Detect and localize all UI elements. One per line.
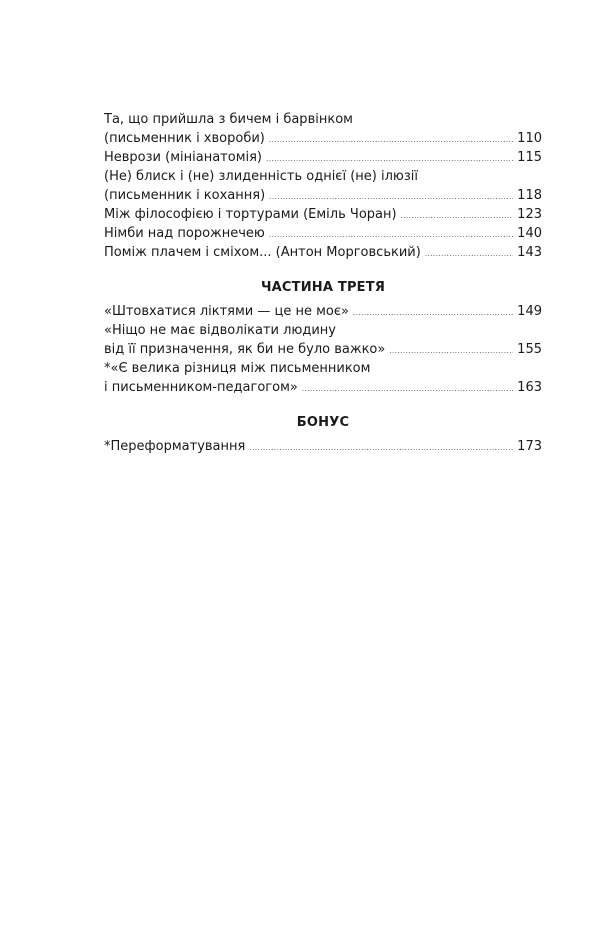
toc-leader-dots [302,380,513,399]
toc-entry[interactable] [104,243,542,262]
toc-leader-dots [249,439,513,458]
toc-leader-dots [269,131,513,150]
toc-entry-title: *Переформатування [104,439,246,454]
toc-entry[interactable] [104,186,542,205]
toc-entry-title: (письменник і кохання) [104,188,266,203]
toc-entry-title: «Штовхатися ліктями — це не моє» [104,304,349,319]
toc-entry-title: (Не) блиск і (не) злиденність однієї (не) ілюзії [104,169,418,184]
toc-entry-title: Та, що прийшла з бичем і барвінком [104,112,353,127]
toc-entry-title: Неврози (мініанатомія) [104,150,263,165]
table-of-contents [104,110,542,456]
toc-entry[interactable] [104,340,542,359]
toc-leader-dots [389,342,513,361]
toc-entry[interactable] [104,224,542,243]
toc-page-number: 173 [517,439,542,454]
toc-leader-dots [425,245,513,264]
toc-leader-dots [353,304,513,323]
toc-entry[interactable] [104,302,542,321]
toc-page-number: 149 [517,304,542,319]
toc-entry[interactable] [104,205,542,224]
toc-entry-line [104,359,542,378]
toc-page-number: 118 [517,188,542,203]
toc-entry-title: і письменником-педагогом» [104,380,298,395]
toc-entry[interactable] [104,437,542,456]
toc-page-number: 123 [517,207,542,222]
toc-leader-dots [401,207,514,226]
toc-entry-line [104,167,542,186]
section-heading-part-three: ЧАСТИНА ТРЕТЯ [260,280,386,295]
toc-entry[interactable] [104,148,542,167]
toc-entry-title: Між філософією і тортурами (Еміль Чоран) [104,207,397,222]
toc-entry-title: *«Є велика різниця між письменником [104,361,371,376]
toc-page-number: 115 [517,150,542,165]
toc-entry-title: (письменник і хвороби) [104,131,265,146]
toc-page-number: 163 [517,380,542,395]
toc-entry-line [104,321,542,340]
toc-page-number: 155 [517,342,542,357]
toc-entry-title: від її призначення, як би не було важко» [104,342,386,357]
toc-entry-title: Поміж плачем і сміхом... (Антон Морговський) [104,245,421,260]
toc-page-number: 110 [517,131,542,146]
toc-entry-line [104,110,542,129]
toc-entry-title: «Ніщо не має відволікати людину [104,323,336,338]
toc-page-number: 140 [517,226,542,241]
toc-entry-title: Німби над порожнечею [104,226,265,241]
toc-entry[interactable] [104,378,542,397]
toc-page-number: 143 [517,245,542,260]
toc-entry[interactable] [104,129,542,148]
section-heading-bonus: БОНУС [296,415,350,430]
